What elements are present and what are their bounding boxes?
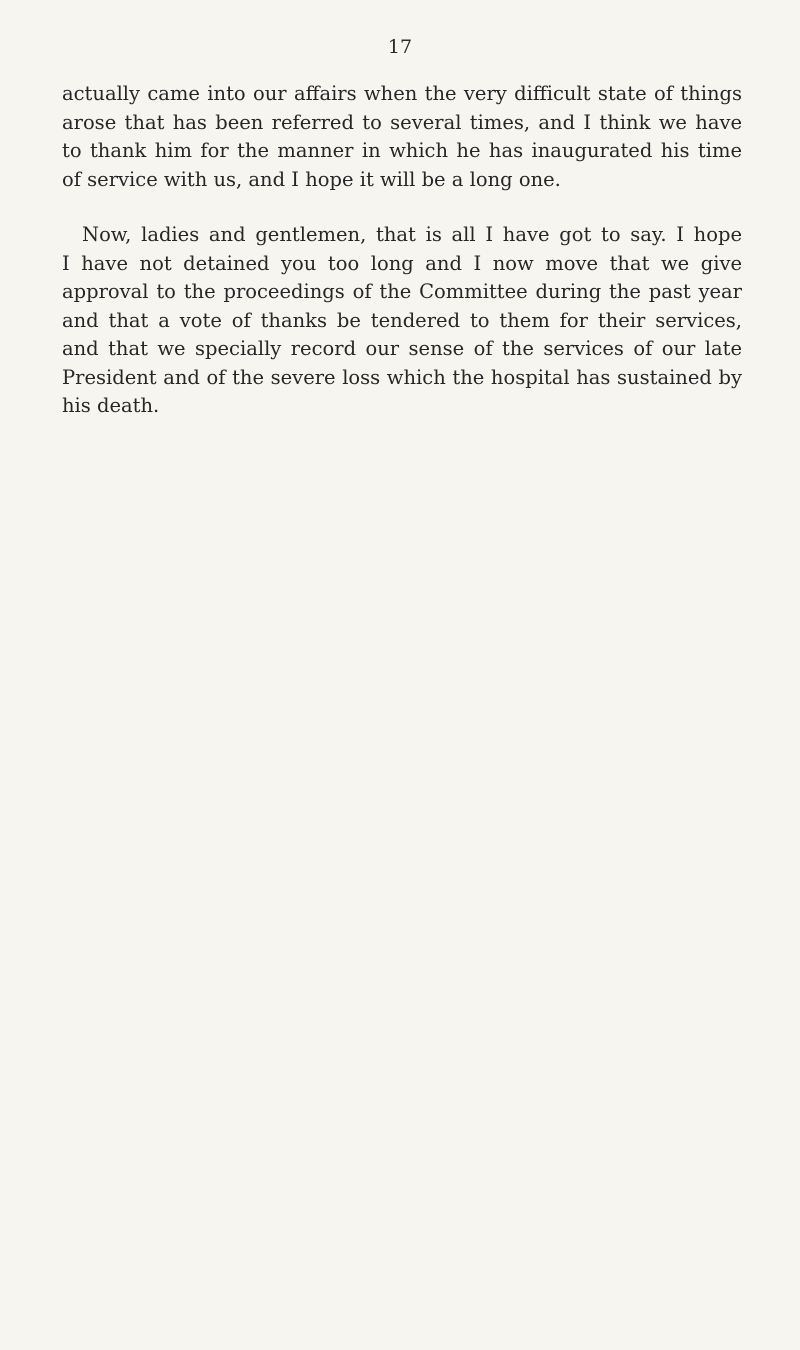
text-line: of service with us, and I hope it will be a long one. bbox=[62, 167, 561, 191]
text-line: approval to the proceedings of the Committee during the past year bbox=[62, 280, 742, 303]
text-line: to thank him for the manner in which he has inaugurated his time bbox=[62, 139, 742, 162]
body-text bbox=[62, 80, 742, 421]
text-line: actually came into our affairs when the very difficult state of things bbox=[62, 82, 742, 105]
text-line: Now, ladies and gentlemen, that is all I have got to say. I hope bbox=[82, 223, 742, 246]
text-line: his death. bbox=[62, 394, 160, 417]
paragraph-1 bbox=[62, 80, 742, 194]
text-line: arose that has been referred to several times, and I think we have bbox=[62, 110, 742, 134]
text-line: I have not detained you too long and I now move that we give bbox=[62, 251, 742, 275]
page-number: 17 bbox=[387, 36, 413, 58]
paragraph-2 bbox=[62, 221, 742, 421]
text-line: and that we specially record our sense of the services of our late bbox=[62, 337, 742, 360]
text-line: and that a vote of thanks be tendered to them for their services, bbox=[62, 308, 742, 332]
text-line: President and of the severe loss which the hospital has sustained by bbox=[62, 365, 742, 389]
